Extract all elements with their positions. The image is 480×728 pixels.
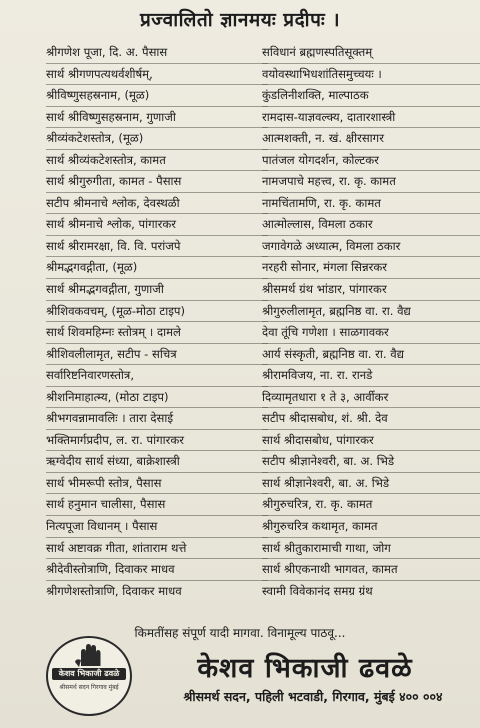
list-item: श्रीगणेश पूजा, दि. अ. पैसास	[46, 42, 268, 64]
list-item: श्रीगणेशस्तोत्राणि, दिवाकर माधव	[46, 583, 182, 598]
list-item: सटीप श्रीदासबोध, शं. श्री. देव	[262, 408, 480, 430]
logo-address: श्रीसमर्थ सदन गिरगाव मुंबई	[59, 684, 119, 691]
list-item: सार्थ श्रीमनाचे श्लोक, पांगारकर	[46, 214, 268, 236]
list-item: वयोवस्थाभिधशांतिसमुच्चयः ।	[262, 64, 480, 86]
list-item: जगावेगळे अध्यात्म, विमला ठकार	[262, 236, 480, 258]
list-item: सार्थ श्रीमद्भगवद्गीता, गुणाजी	[46, 279, 268, 301]
list-item: सार्थ श्रीदासबोध, पांगारकर	[262, 430, 480, 452]
list-item: सार्थ श्रीज्ञानेश्वरी, बा. अ. भिडे	[262, 473, 480, 495]
list-item: नामचिंतामणि, रा. कृ. कामत	[262, 193, 480, 215]
page-title: प्रज्वालितो ज्ञानमयः प्रदीपः ।	[139, 9, 341, 31]
list-item: सार्थ शिवमहिम्नः स्तोत्रम् । दामले	[46, 322, 268, 344]
publisher-address: श्रीसमर्थ सदन, पहिली भटवाडी, गिरगाव, मुंबई ४०० ००४	[183, 689, 443, 704]
list-item: श्रीमद्भगवद्गीता, (मूळ)	[46, 257, 268, 279]
list-item: सार्थ अष्टावक्र गीता, शांताराम थत्ते	[46, 538, 268, 560]
list-item: श्रीगुरुचरित्र, रा. कृ. कामत	[262, 494, 480, 516]
list-item: नित्यपूजा विधानम् । पैसास	[46, 516, 268, 538]
list-item: सार्थ श्रीविष्णुसहस्रनाम, गुणाजी	[46, 107, 268, 129]
list-item: सार्थ श्रीव्यंकटेशस्तोत्र, कामत	[46, 150, 268, 172]
list-item: नरहरी सोनार, मंगला सिन्नरकर	[262, 257, 480, 279]
list-item: सविधानं ब्रह्मणस्पतिसूक्तम्	[262, 42, 480, 64]
list-item: श्रीभगवन्नामावलिः । तारा देसाई	[46, 408, 268, 430]
list-item: ऋग्वेदीय सार्थ संध्या, बाक्रेशास्त्री	[46, 451, 268, 473]
list-item: सार्थ श्रीतुकारामाची गाथा, जोग	[262, 538, 480, 560]
list-item: सटीप श्रीमनाचे श्लोक, देवस्थळी	[46, 193, 268, 215]
logo-wordmark: केशव भिकाजी ढवळे	[52, 668, 126, 680]
list-item: रामदास-याज्ञवल्क्य, दातारशास्त्री	[262, 107, 480, 129]
list-item: सार्थ श्रीगणपत्यथर्वशीर्षम्,	[46, 64, 268, 86]
list-item: आर्य संस्कृती, ब्रह्मनिष्ठ वा. रा. वैद्य	[262, 344, 480, 366]
list-item: श्रीरामविजय, ना. रा. रानडे	[262, 365, 480, 387]
order-notice: किमतींसह संपूर्ण यादी मागवा. विनामूल्य पाठवू...	[134, 626, 346, 640]
list-item: सार्थ हनुमान चालीसा, पैसास	[46, 494, 268, 516]
list-item: श्रीव्यंकटेशस्तोत्र, (मूळ)	[46, 128, 268, 150]
list-item: स्वामी विवेकानंद समग्र ग्रंथ	[262, 583, 373, 598]
right-book-list	[262, 42, 480, 602]
list-item: नामजपाचे महत्त्व, रा. कृ. कामत	[262, 171, 480, 193]
list-item: दिव्यामृतधारा १ ते ३, आर्वीकर	[262, 387, 480, 409]
list-item: श्रीगुरुचरित्र कथामृत, कामत	[262, 516, 480, 538]
list-item: पातंजल योगदर्शन, कोल्टकर	[262, 150, 480, 172]
list-item: श्रीदेवीस्तोत्राणि, दिवाकर माधव	[46, 559, 268, 581]
list-item: श्रीसमर्थ ग्रंथ भांडार, पांगारकर	[262, 279, 480, 301]
left-book-list	[46, 42, 268, 602]
list-item: श्रीगुरुलीलामृत, ब्रह्मनिष्ठ वा. रा. वैद्य	[262, 301, 480, 323]
list-item: श्रीशिवलीलामृत, सटीप - सचित्र	[46, 344, 268, 366]
list-item: सार्थ श्रीएकनाथी भागवत, कामत	[262, 559, 480, 581]
list-item: सटीप श्रीज्ञानेश्वरी, बा. अ. भिडे	[262, 451, 480, 473]
list-item: कुंडलिनीशक्ति, माल्पाठक	[262, 85, 480, 107]
list-item: श्रीशनिमाहात्म्य, (मोठा टाइप)	[46, 387, 268, 409]
list-item: सार्थ श्रीगुरुगीता, कामत - पैसास	[46, 171, 268, 193]
list-item: सर्वारिष्टनिवारणस्तोत्र,	[46, 365, 268, 387]
publisher-logo	[46, 636, 132, 716]
list-item: श्रीविष्णुसहस्रनाम, (मूळ)	[46, 85, 268, 107]
list-item: सार्थ श्रीरामरक्षा, वि. वि. परांजपे	[46, 236, 268, 258]
list-item: श्रीशिवकवचम्, (मूळ-मोठा टाइप)	[46, 301, 268, 323]
list-item: देवा तूंचि गणेशा । साळगावकर	[262, 322, 480, 344]
list-item: भक्तिमार्गप्रदीप, ल. रा. पांगारकर	[46, 430, 268, 452]
publisher-name: केशव भिकाजी ढवळे	[197, 653, 413, 684]
list-item: आत्मशक्ती, न. खं. क्षीरसागर	[262, 128, 480, 150]
list-item: आत्मोल्लास, विमला ठकार	[262, 214, 480, 236]
list-item: सार्थ भीमरूपी स्तोत्र, पैसास	[46, 473, 268, 495]
